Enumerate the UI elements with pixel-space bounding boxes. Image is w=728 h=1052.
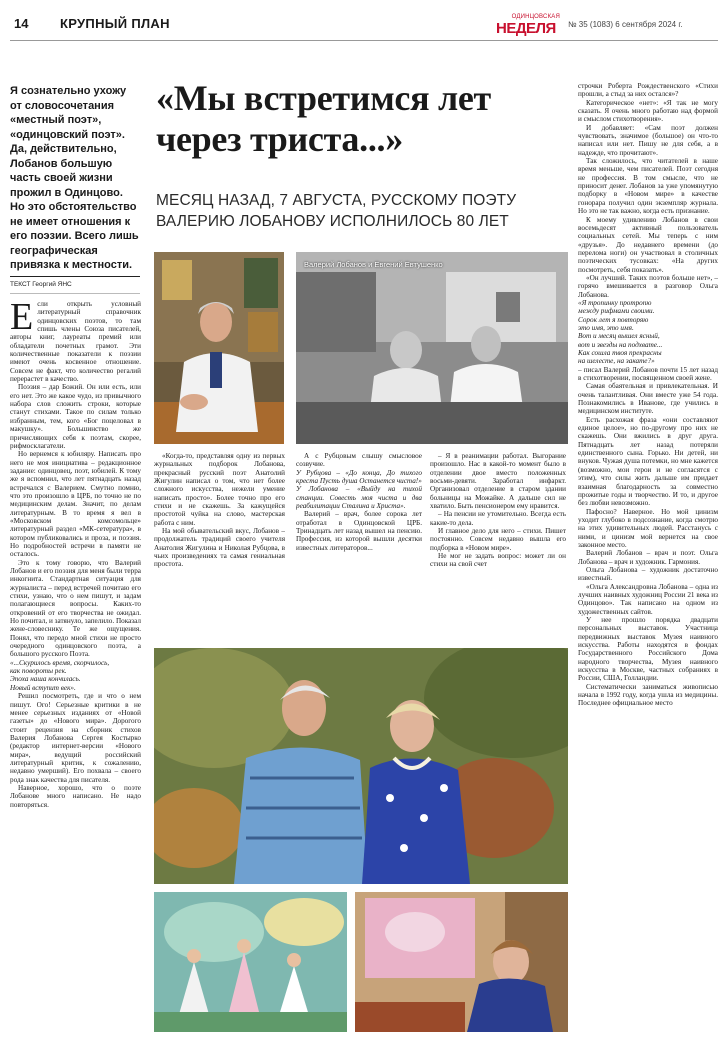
col2-paragraph: На мой обывательский вкус, Лобанов – продолжатель традиций своего учителя Анатолия Жигулина и Николая Рубцова, в чьих произведениях та самая гениальная простота. bbox=[154, 527, 285, 569]
col1-paragraph: Но вернемся к юбиляру. Написать про него не моя инициатива – редакционное задание: одинцовец, поэт, юбилей. К тому же я вспомнил, что лет пятнадцать назад встречался с Валерием. Смутно помню, что это произошло в ЦРБ, по точно не по медицинским делам. Значит, по делам литературным. В то время я вел в «Московском комсомольце» литературный раздел «МК-сетература», в котором публиковались и проза, и поэзия. Но подробностей встречи в памяти не осталось. bbox=[10, 450, 141, 559]
col1-paragraph: Если открыть условный литературный справочник одинцовских поэтов, то там спишь члены Союза писателей, авторы книг, лауреаты премий или обладатели почетных грамот. Эти количественные показатели к поэзии имеют очень косвенное отношение. Совсем не факт, что количество регалий перерастет в качество. bbox=[10, 300, 141, 384]
col5-paragraph: У нее прошло порядка двадцати персональных выставок. Участница передвижных выставок Музея наивного искусства. Работы находятся в фондах Государственного Российского Дома народного творчества, Музея наивного искусства в Москве, частных собраниях в России, США, Голландии. bbox=[578, 616, 718, 683]
header-divider bbox=[10, 40, 718, 41]
col5-paragraph: – писал Валерий Лобанов почти 15 лет назад в стихотворении, посвященном своей жене. bbox=[578, 365, 718, 383]
col5-paragraph: Пафосно? Наверное. Но мой цинизм уходит глубоко в подсознание, когда смотрю на этих удивительных людей. Расстанусь с ними, и цинизм мой вернется на свое законное место. bbox=[578, 507, 718, 549]
text-column-4 bbox=[430, 452, 566, 642]
poem-line: Новый вступит век». bbox=[10, 683, 76, 692]
poem-line: как повороты рек. bbox=[10, 667, 67, 676]
text-column-2 bbox=[154, 452, 285, 642]
byline-divider bbox=[10, 293, 140, 294]
page-number: 14 bbox=[14, 16, 29, 31]
section-title: КРУПНЫЙ ПЛАН bbox=[60, 16, 170, 31]
col4-paragraph: Не мог не задать вопрос: может ли он стихи на свой счет bbox=[430, 552, 566, 569]
col5-paragraph: «Он лучший. Таких поэтов больше нет», – горячо вмешивается в разговор Ольга Лобанова. bbox=[578, 273, 718, 299]
photo-painting bbox=[154, 892, 347, 1032]
newspaper-logo bbox=[496, 14, 560, 37]
text-column-5 bbox=[578, 82, 718, 1032]
col4-paragraph: – Я в реанимации работал. Выгорание произошло. Нас в какой-то момент было в отделении двое вместо положенных восьми-девяти. Заработал инфаркт. Организовал отделение в старом здании больницы на Можайке. А дальше сил не хватило. Быть пенсионером ему нравится. bbox=[430, 452, 566, 511]
drop-cap: Е bbox=[10, 300, 34, 338]
poem-line: между рифмами своими. bbox=[578, 307, 655, 316]
col1-paragraph: Поэзия – дар Божий. Он или есть, или его нет. Это же какое чудо, из привычного набора слов сложить строки, которые станут стихами. Такое по силам только избранным, тем, кого «Бог поцеловал в макушку». Большинство же причисляющих себя к поэтам, скорее, рифмосклагатели. bbox=[10, 383, 141, 450]
poem-line: Эпоха наша кончилась. bbox=[10, 675, 81, 684]
subheadline: МЕСЯЦ НАЗАД, 7 АВГУСТА, РУССКОМУ ПОЭТУ ВАЛЕРИЮ ЛОБАНОВУ ИСПОЛНИЛОСЬ 80 ЛЕТ bbox=[156, 192, 517, 230]
poem-line: Вот и месяц вышел ясный, bbox=[578, 332, 660, 341]
col5-paragraph: Валерий Лобанов – врач и поэт. Ольга Лобанова – врач и художник. Гармония. bbox=[578, 549, 718, 566]
lead-divider bbox=[10, 276, 140, 277]
col5-paragraph: Самая обаятельная и привлекательная. И очень талантливая. Они вместе уже 54 года. Познакомились в Иванове, где учились в медицинском институте. bbox=[578, 382, 718, 416]
col3-quote: У Рубцова – «До конца, До тихого креста Пусть душа Останется чиста!» bbox=[296, 468, 422, 486]
poem-line: на шелесте, на закате?» bbox=[578, 357, 655, 366]
col5-paragraph: «Ольга Александровна Лобанова – одна из лучших наивных художниц России 21 века из Одинцово». Так написано на одном из художественных сайтов. bbox=[578, 582, 718, 616]
photo-artist bbox=[355, 892, 568, 1032]
col4-paragraph: – На пенсии не утомительно. Всегда есть какие-то дела. bbox=[430, 510, 566, 527]
col1-paragraph: Это к тому говорю, что Валерий Лобанов и его поэзия для меня были терра инкогнита. Стандартная ситуация для журналиста – перед встречей почитаю его стихи, узнаю, что о нем пишут, и задам полагающиеся вопросы. Каких-то откровений от его творчества не ожидал. Но почитал, и затянуло, запелило. Показал жене-словеснику. Те же ощущения. Понял, что передо мной стихи не просто очередного одинцовского поэта, а большого русского Поэта. bbox=[10, 558, 141, 659]
col5-paragraph: Есть расхожая фраза «они составляют единое целое», но по-другому про них не скажешь. Они вжились в друг друга. Пятнадцать лет назад потеряли единственного сына. Горько. Ни детей, ни внуков. Чужая душа потемки, но мне кажется (возможно, мои герои и не согласятся с этим), что силы жить дальше им придает взаимная благодарность за совместно прожитые годы и творчество. И то, и другое без любви невозможно. bbox=[578, 415, 718, 508]
poem-line: Сорок лет я повторяю bbox=[578, 315, 649, 324]
photo-poet-portrait bbox=[154, 252, 284, 444]
col3-quote: У Лобанова – «Выйду на тихой станции. Совесть моя чиста и два реабилитации Сталина и Христа». bbox=[296, 485, 422, 511]
poem-line: вот и звезды на подхвате... bbox=[578, 340, 663, 349]
text-column-1 bbox=[10, 300, 141, 1042]
photo-with-evtushenko bbox=[296, 252, 568, 444]
col3-paragraph: Валерий – врач, более сорока лет отработал в Одинцовской ЦРБ. Тринадцать лет назад вышел на пенсию. Профессия, из которой вышли десятки известных литераторов... bbox=[296, 510, 422, 552]
poem-line: это имя, это имя. bbox=[578, 323, 634, 332]
col1-paragraph: Решил посмотреть, где и что о нем пишут. Ого! Серьезные критики в не менее серьезных изданиях от «Новой газеты» до «Нового мира». Дорогого стоит рецензия на сборник стихов Валерия Лобанова Сергея Костырко (редактор интернет-версии «Нового мира», ведущий российский литературный критик, к сожалению, недавно умерший). Его похвала – своего рода знак качества для писателя. bbox=[10, 692, 141, 784]
logo-title: НЕДЕЛЯ bbox=[496, 20, 556, 37]
col4-paragraph: И главное дело для него – стихи. Пишет постоянно. Совсем недавно вышла его подборка в «Новом мире». bbox=[430, 527, 566, 552]
col3-paragraph: А с Рубцовым слышу смысловое созвучие. bbox=[296, 452, 422, 469]
col5-paragraph: К моему удивлению Лобанов в свои восемьдесят активный пользователь социальных сетей. Мы теперь с ним «друзья». До недавнего времени (до перелома ноги) он участвовал в столичных поэтических тусовках: «На других посмотреть, себя показать». bbox=[578, 215, 718, 274]
col2-paragraph: «Когда-то, представляя одну из первых журнальных подборок Лобанова, прекрасный русский поэт Анатолий Жигулин написал о том, что нет более сложного искусства, нежели умение написать просто». Более точно про его стихи и не скажешь. За кажущейся простотой чуйка на слово, мастерская работа с ним. bbox=[154, 452, 285, 527]
poem-line: «...Скурилось время, скорчилось, bbox=[10, 658, 110, 667]
issue-info: № 35 (1083) 6 сентября 2024 г. bbox=[568, 20, 683, 29]
col5-paragraph: Категорическое «нет»: «Я так не могу сказать. Я очень много работаю над формой и смыслом стихотворения». bbox=[578, 98, 718, 124]
col1-paragraph: Наверное, хорошо, что о поэте Лобанове много написано. Не надо повторяться. bbox=[10, 783, 141, 809]
col5-paragraph: Систематически заниматься живописью начала в 1992 году, когда ушла из медицины. Последнее официальное место bbox=[578, 682, 718, 708]
logo-subtitle: ОДИНЦОВСКАЯ bbox=[511, 14, 560, 20]
photo-caption: Валерий Лобанов и Евгений Евтушенко bbox=[304, 260, 443, 269]
headline: «Мы встретимся лет через триста...» bbox=[156, 78, 491, 159]
col5-paragraph: И добавляет: «Сам поэт должен чувствовать, значимое (большое) он что-то написал или нет. Пишу не для себя, а в надежде, что прочитают». bbox=[578, 123, 718, 157]
poem-line: Как сошла твоя прекрасны bbox=[578, 349, 662, 357]
col5-paragraph: строчки Роберта Рождественского «Стихи прошли, а стыд за них остался»? bbox=[578, 82, 718, 99]
lead-paragraph: Я сознательно ухожу от словосочетания «местный поэт», «одинцовский поэт». Да, действительно, Лобанов большую часть своей жизни прожил в Одинцово. Но это обстоятельство не имеет отношения к его поэзии. Всего лишь географическая привязка к местности. bbox=[10, 85, 139, 271]
col5-paragraph: Ольга Лобанова – художник достаточно известный. bbox=[578, 565, 718, 583]
text-column-3 bbox=[296, 452, 422, 642]
byline: ТЕКСТ Георгий ЯНС bbox=[10, 281, 72, 288]
photo-couple bbox=[154, 648, 568, 884]
poem-line: «Я тропинку протропю bbox=[578, 298, 652, 307]
col5-paragraph: Так сложилось, что читателей в наше время меньше, чем писателей. Поэт сегодня не профессия. В том смысле, что не приносит денег. Лобанов за уже упомянутую подборку в «Новом мире» в качестве гонорара получил один экземпляр журнала. Но это не так важно, когда есть признание. bbox=[578, 157, 718, 216]
